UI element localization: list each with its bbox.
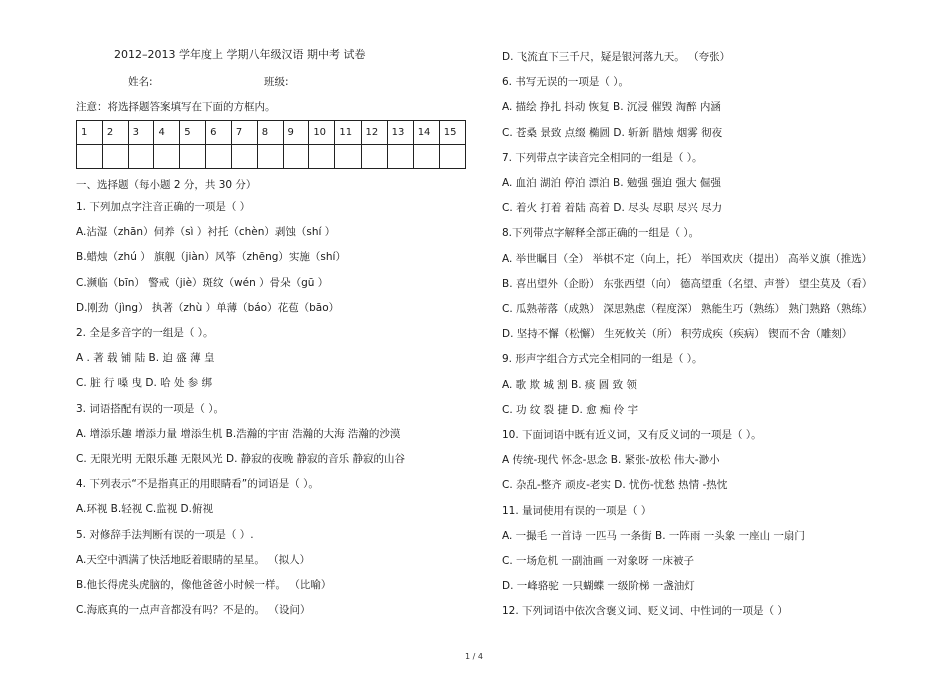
answer-number-cell: 6 [206,121,232,145]
answer-box[interactable] [413,145,439,169]
answer-box[interactable] [128,145,154,169]
question-line: C. 脏 行 嗓 曳 D. 哈 处 参 绑 [76,377,213,390]
question-line: B.他长得虎头虎脑的，像他爸爸小时候一样。 （比喻） [76,579,332,591]
answer-box[interactable] [387,145,413,169]
answer-number-cell: 3 [128,121,154,145]
question-line: D. 飞流直下三千尺，疑是银河落九天。 （夸张） [502,51,731,63]
question-line: 4. 下列表示“不是指真正的用眼睛看”的词语是（ ）。 [76,478,319,491]
instruction-note: 注意：将选择题答案填写在下面的方框内。 [76,101,276,113]
answer-box[interactable] [206,145,232,169]
question-line: C.濒临（bīn） 警戒（jiè）斑纹（wén ）骨朵（gū ） [76,276,329,289]
question-line: A.天空中洒满了快活地眨着眼睛的星星。 （拟人） [76,553,311,566]
answer-box[interactable] [439,145,465,169]
question-line: D.刚劲（jìng） 执著（zhù ）单薄（báo）花苞（bāo） [76,301,340,314]
class-label: 班级: [264,76,289,88]
question-line: 8.下列带点字解释全部正确的一组是（ ）。 [502,227,700,240]
answer-box[interactable] [335,145,361,169]
answer-box[interactable] [180,145,206,169]
question-line: C. 一场危机 一副油画 一对象呀 一床被子 [502,555,695,567]
answer-number-cell: 2 [102,121,128,145]
answer-number-cell: 14 [413,121,439,145]
question-line: C.海底真的一点声音都没有吗？不是的。 （设问） [76,604,311,617]
question-line: C. 无限光明 无限乐趣 无限风光 D. 静寂的夜晚 静寂的音乐 静寂的山谷 [76,453,405,465]
question-line: A. 描绘 挣扎 抖动 恢复 B. 沉浸 催毁 淘醉 内涵 [502,101,721,114]
answer-box[interactable] [77,145,103,169]
question-line: A. 血泊 湖泊 停泊 漂泊 B. 勉强 强迫 强大 倔强 [502,177,721,189]
question-line: 6. 书写无误的一项是（ ）。 [502,76,629,89]
question-line: 5. 对修辞手法判断有误的一项是（ ）. [76,528,254,541]
answer-box[interactable] [309,145,335,169]
answer-box[interactable] [154,145,180,169]
exam-title: 2012–2013 学年度上 学期八年级汉语 期中考 试卷 [114,48,366,61]
answer-number-cell: 15 [439,121,465,145]
question-line: 11. 量词使用有误的一项是（ ） [502,504,652,517]
question-line: B. 喜出望外（企盼） 东张西望（向） 德高望重（名望、声誉） 望尘莫及（看） [502,277,873,290]
question-line: B.蜡烛（zhú ） 旗舰（jiàn）风筝（zhēng）实施（shí） [76,251,346,264]
answer-number-cell: 9 [283,121,309,145]
answer-number-cell: 11 [335,121,361,145]
section-heading: 一、选择题（每小题 2 分，共 30 分） [76,179,257,191]
answer-number-row [77,121,466,145]
question-line: C. 杂乱-整齐 顽皮-老实 D. 忧伤-忧愁 热情 -热忱 [502,479,728,492]
question-line: 2. 全是多音字的一组是（ ）。 [76,327,214,339]
answer-number-cell: 8 [257,121,283,145]
question-line: 10. 下面词语中既有近义词，又有反义词的一项是（ ）。 [502,429,762,441]
question-line: A. 歌 欺 城 割 B. 痰 圆 致 领 [502,378,637,391]
answer-number-cell: 13 [387,121,413,145]
question-line: C. 着火 打着 着陆 高着 D. 尽头 尽职 尽兴 尽力 [502,202,723,215]
question-line: C. 功 纹 裂 捷 D. 愈 痴 伶 宇 [502,403,639,416]
question-line: A 传统-现代 怀念-思念 B. 紧张-放松 伟大-渺小 [502,454,720,467]
answer-box[interactable] [361,145,387,169]
answer-number-cell: 1 [77,121,103,145]
question-line: A . 著 载 铺 陆 B. 迫 盛 薄 皇 [76,352,215,365]
question-line: A. 举世瞩目（全） 举棋不定（向上，托） 举国欢庆（提出） 高举义旗（推选） [502,252,873,265]
answer-number-cell: 4 [154,121,180,145]
answer-number-cell: 12 [361,121,387,145]
answer-box[interactable] [257,145,283,169]
answer-box[interactable] [102,145,128,169]
question-line: 7. 下列带点字读音完全相同的一组是（ ）。 [502,151,703,164]
question-line: C. 瓜熟蒂落（成熟） 深思熟虑（程度深） 熟能生巧（熟练） 熟门熟路（熟练） [502,303,873,315]
question-line: 1. 下列加点字注音正确的一项是（ ） [76,201,251,213]
question-line: C. 苍桑 景致 点缀 椭圆 D. 斩新 腊烛 烟雾 彻夜 [502,126,723,139]
question-line: A. 一撮毛 一首诗 一匹马 一条街 B. 一阵雨 一头象 一座山 一扇门 [502,529,805,542]
question-line: 9. 形声字组合方式完全相同的一组是（ ）。 [502,353,703,366]
answer-box-row [77,145,466,169]
question-line: 3. 词语搭配有误的一项是（ ）。 [76,402,224,415]
answer-box[interactable] [231,145,257,169]
answer-number-cell: 10 [309,121,335,145]
answer-table [76,120,466,169]
page-number: 1 / 4 [465,652,483,661]
question-line: D. 一峰骆驼 一只蝴蝶 一级阶梯 一盏油灯 [502,580,695,593]
answer-number-cell: 5 [180,121,206,145]
answer-box[interactable] [283,145,309,169]
question-line: 12. 下列词语中依次含褒义词、贬义词、中性词的一项是（ ） [502,605,788,618]
answer-number-cell: 7 [231,121,257,145]
question-line: A.沾湿（zhān）伺养（sì ）衬托（chèn）剥蚀（shí ） [76,226,336,239]
question-line: D. 坚持不懈（松懈） 生死攸关（所） 积劳成疾（疾病） 锲而不舍（雕刻） [502,328,853,341]
question-line: A. 增添乐趣 增添力量 增添生机 B.浩瀚的宇宙 浩瀚的大海 浩瀚的沙漠 [76,427,401,440]
question-line: A.环视 B.轻视 C.监视 D.俯视 [76,503,213,516]
name-label: 姓名: [128,76,153,88]
